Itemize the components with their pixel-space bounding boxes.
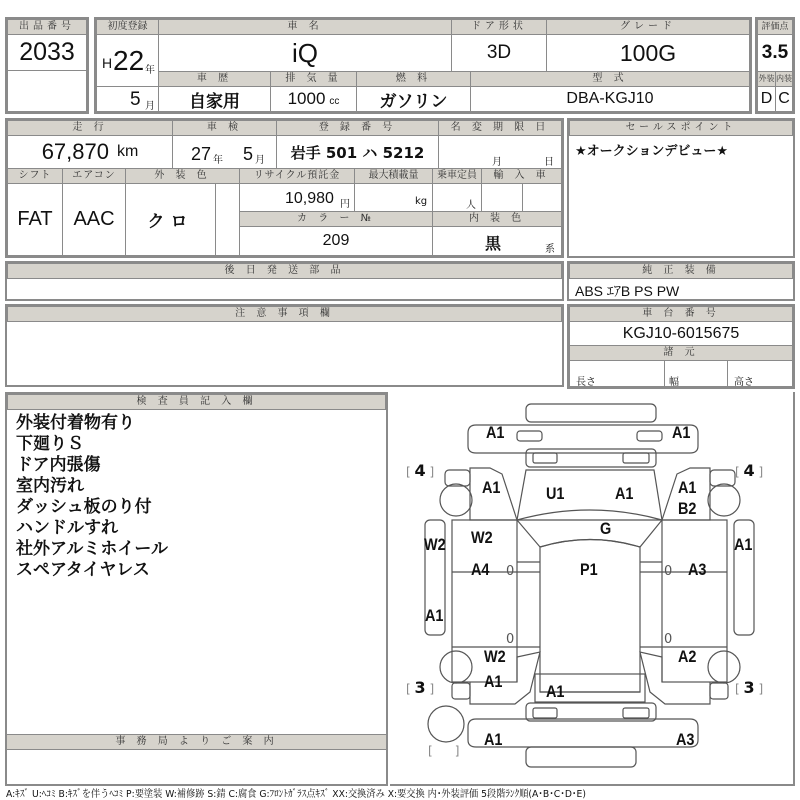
notes-box <box>5 304 564 387</box>
plate-label: 登 録 番 号 <box>276 120 439 136</box>
grade: 100G <box>546 34 750 72</box>
mark-front-fender-right-1: A1 <box>678 478 697 497</box>
spec-width <box>664 360 728 387</box>
tire-tread-front-right: [ 4 ] <box>735 461 764 480</box>
name-change-date <box>438 135 562 169</box>
history-label: 車 歴 <box>158 71 271 87</box>
first-reg-year-unit: 年 <box>145 65 155 76</box>
first-reg-month-unit: 月 <box>145 101 155 112</box>
inspector-line: ドア内張傷 <box>16 455 101 475</box>
recycle-unit: 円 <box>340 199 350 210</box>
shift: FAT <box>7 183 63 256</box>
int-grade-label: 内装 <box>775 71 793 87</box>
ac-label: エアコン <box>62 168 126 184</box>
lot-number: 2033 <box>7 34 87 71</box>
headlight-left <box>533 453 557 463</box>
fuel: ガソリン <box>356 86 471 112</box>
inspector-line: 下廻りＳ <box>16 434 84 454</box>
inspector-line: スペアタイヤレス <box>16 560 150 580</box>
plate-number: 岩手 501 ハ 5212 <box>276 135 439 169</box>
history: 自家用 <box>158 86 271 112</box>
mark-right-rocker: A1 <box>734 535 753 554</box>
mark-trunk: A1 <box>546 682 565 701</box>
mark-rear-bumper-left: A1 <box>484 730 503 749</box>
import-b <box>522 183 562 212</box>
recycle-value: 10,980 <box>285 190 334 207</box>
mark-left-rocker: W2 <box>424 535 446 554</box>
max-load-unit: kg <box>415 196 428 207</box>
mark-hood-right: A1 <box>615 484 634 503</box>
equipment-box <box>567 261 795 301</box>
import-a <box>481 183 523 212</box>
first-reg-year-value: 22 <box>113 45 145 76</box>
int-color-unit: 系 <box>545 244 555 255</box>
mudflap-right <box>710 683 728 699</box>
ext-color-label: 外 装 色 <box>125 168 240 184</box>
ext-color-code <box>215 183 240 256</box>
displacement <box>270 86 357 112</box>
notes-label: 注 意 事 項 欄 <box>7 306 562 322</box>
later-parts-box <box>5 261 564 301</box>
door-type: 3D <box>451 34 547 72</box>
mark-hood-left: U1 <box>546 484 565 503</box>
inspection-date <box>172 135 277 169</box>
chassis-number: KGJ10-6015675 <box>569 321 793 346</box>
name-change-day-unit: 日 <box>544 157 554 168</box>
mark-left-quarter-2: A1 <box>484 672 503 691</box>
shift-label: シフト <box>7 168 63 184</box>
int-color-value: 黒 <box>485 234 502 253</box>
inspector-line: ハンドルすれ <box>16 518 118 538</box>
int-grade: C <box>775 86 793 112</box>
capacity <box>432 183 482 212</box>
ext-color: クロ <box>125 183 216 256</box>
mark-left-front-door-2: A4 <box>471 560 490 579</box>
recycle-label: リサイクル預託金 <box>239 168 355 184</box>
ext-grade-label: 外装 <box>757 71 776 87</box>
max-load <box>354 183 433 212</box>
door-zero-mark: 0 <box>664 564 673 579</box>
equipment-text: ABS ｴｱB PS PW <box>575 283 680 299</box>
inspector-box <box>5 392 388 786</box>
equipment-label: 純 正 装 備 <box>569 263 793 279</box>
fuel-label: 燃 料 <box>356 71 471 87</box>
mark-left-rear: A1 <box>425 606 444 625</box>
score-label: 評価点 <box>757 19 793 35</box>
lot-box <box>5 17 89 114</box>
mileage <box>7 135 173 169</box>
tread-front-left-value: 4 <box>414 461 426 480</box>
chassis-label: 車 台 番 号 <box>569 306 793 322</box>
mark-left-quarter-1: W2 <box>484 647 506 666</box>
later-parts-label: 後 日 発 送 部 品 <box>7 263 562 279</box>
tire-rear-left <box>440 651 472 683</box>
tire-tread-rear-left: [ 3 ] <box>406 678 435 697</box>
ext-grade: D <box>757 86 776 112</box>
tire-front-right <box>708 484 740 516</box>
office-label: 事 務 局 よ り ご 案 内 <box>7 734 386 750</box>
spec-height-label: 高さ <box>734 377 754 387</box>
score-box <box>755 17 795 114</box>
mileage-value: 67,870 <box>41 139 109 164</box>
name-change-month-unit: 月 <box>492 157 502 168</box>
mileage-label: 走 行 <box>7 120 173 136</box>
details-box <box>5 118 564 258</box>
inspector-notes <box>16 413 168 581</box>
rear-quarter-right <box>640 652 710 704</box>
mark-rear-bumper-right: A3 <box>676 730 695 749</box>
mark-front-fender-right-2: B2 <box>678 499 697 518</box>
capacity-unit: 人 <box>466 200 476 211</box>
first-reg-era: H <box>102 55 113 71</box>
inspector-label: 検 査 員 記 入 欄 <box>7 394 386 410</box>
mark-left-front-door-1: W2 <box>471 528 493 547</box>
import-label: 輸 入 車 <box>481 168 562 184</box>
inspection-label: 車 検 <box>172 120 277 136</box>
mark-windshield: G <box>600 519 612 538</box>
sale-point-box <box>567 118 795 258</box>
color-no: 209 <box>239 226 433 256</box>
recycle-fee <box>239 183 355 212</box>
tail-lamp-right <box>623 708 649 718</box>
damage-diagram <box>390 392 795 786</box>
first-reg-month-value: 5 <box>130 89 141 110</box>
specs-label: 諸 元 <box>569 345 793 361</box>
color-no-label: カ ラ ー № <box>239 211 433 227</box>
inspector-line: 外装付着物有り <box>16 413 135 433</box>
chassis-box <box>567 304 795 389</box>
displacement-value: 1000 <box>287 89 326 108</box>
model-code: DBA-KGJ10 <box>470 86 750 112</box>
spec-length-label: 長さ <box>576 377 596 387</box>
model-label: 型 式 <box>470 71 750 87</box>
mudflap-left <box>452 683 470 699</box>
door-zero-mark: 0 <box>664 632 673 647</box>
lot-blank <box>7 70 87 112</box>
inspector-line: 社外アルミホイール <box>16 539 168 559</box>
tire-front-left <box>440 484 472 516</box>
mileage-unit: km <box>116 143 139 160</box>
door-zero-mark: 0 <box>506 632 515 647</box>
tire-tread-spare: [ ] <box>428 744 460 758</box>
inspector-line: 室内汚れ <box>16 476 84 496</box>
first-reg-month <box>96 86 159 112</box>
int-color-label: 内 装 色 <box>432 211 562 227</box>
spec-length <box>569 360 665 387</box>
displacement-label: 排 気 量 <box>270 71 357 87</box>
tread-rear-right-value: 3 <box>743 678 755 697</box>
vehicle-info-box <box>94 17 752 114</box>
ac: AAC <box>62 183 126 256</box>
tire-spare <box>428 706 464 742</box>
inspection-year-unit: 年 <box>213 155 223 166</box>
door-label: ドア形状 <box>451 19 547 35</box>
sale-point-label: セールスポイント <box>569 120 793 136</box>
grille <box>526 449 656 467</box>
tire-tread-rear-right: [ 3 ] <box>735 678 764 697</box>
rear-bumper <box>468 719 698 747</box>
grade-label: グレード <box>546 19 750 35</box>
mark-roof: P1 <box>580 560 598 579</box>
car-outline <box>390 392 795 786</box>
displacement-unit: cc <box>329 95 340 107</box>
door-zero-mark: 0 <box>506 564 515 579</box>
lot-label: 出品番号 <box>7 19 87 35</box>
max-load-label: 最大積載量 <box>354 168 433 184</box>
spec-height <box>727 360 793 387</box>
tail-lamp-left <box>533 708 557 718</box>
tread-rear-left-value: 3 <box>414 678 426 697</box>
hood <box>517 470 662 520</box>
tire-tread-front-left: [ 4 ] <box>406 461 435 480</box>
front-panel <box>526 404 656 422</box>
first-reg-label: 初度登録 <box>96 19 159 35</box>
score-value: 3.5 <box>757 34 793 72</box>
int-color <box>432 226 562 256</box>
headlight-right <box>623 453 649 463</box>
first-reg-year <box>96 34 159 87</box>
inspection-year: 27 <box>191 144 212 164</box>
capacity-label: 乗車定員 <box>432 168 482 184</box>
fog-lamp-left <box>517 431 542 441</box>
spec-width-label: 幅 <box>669 377 679 387</box>
sale-point-text: ★オークションデビュー★ <box>575 144 729 159</box>
inspector-line: ダッシュ板のり付 <box>16 497 152 517</box>
inspection-month-unit: 月 <box>255 155 265 166</box>
car-name: iQ <box>158 34 452 72</box>
rear-panel <box>526 747 636 767</box>
mark-front-bumper-left: A1 <box>486 423 505 442</box>
fog-lamp-right <box>637 431 662 441</box>
mark-right-front-door: A3 <box>688 560 707 579</box>
mark-right-quarter: A2 <box>678 647 697 666</box>
name-change-label: 名 変 期 限 日 <box>438 120 562 136</box>
car-name-label: 車 名 <box>158 19 452 35</box>
mark-front-bumper-right: A1 <box>672 423 691 442</box>
tread-front-right-value: 4 <box>743 461 755 480</box>
windshield <box>517 510 662 547</box>
mark-front-fender-left: A1 <box>482 478 501 497</box>
legend: A:ｷｽﾞ U:ﾍｺﾐ B:ｷｽﾞを伴うﾍｺﾐ P:要塗装 W:補修跡 S:錆 C:腐食 G:ﾌﾛﾝﾄｶﾞﾗｽ点ｷｽﾞ XX:交換済み X:要交換 内･外装評価 5段階ﾗﾝｸ順(A･B･C･D･E) <box>6 789 586 800</box>
inspection-month: 5 <box>243 144 254 164</box>
